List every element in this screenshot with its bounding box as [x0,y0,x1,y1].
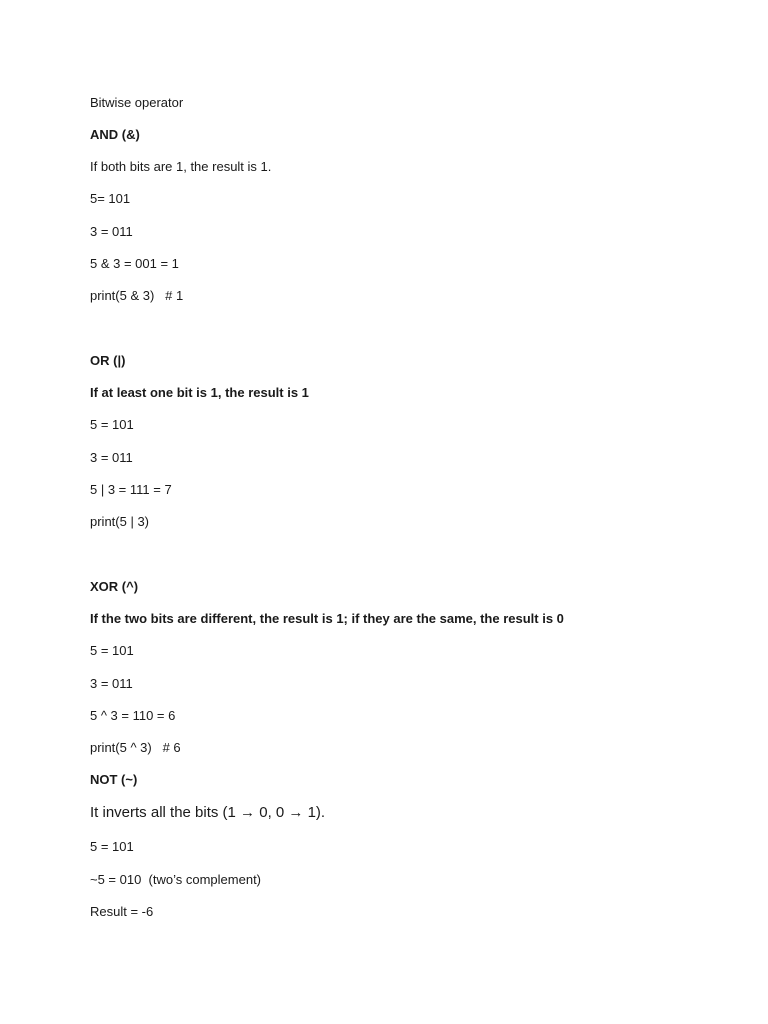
or-heading: OR (|) [90,353,126,368]
not-heading: NOT (~) [90,772,138,787]
xor-example-line-1: 5 = 101 [90,643,134,658]
not-example-line-2: ~5 = 010 (two’s complement) [90,872,262,887]
document-title: Bitwise operator [90,95,184,110]
xor-code-example: print(5 ^ 3) # 6 [90,740,181,755]
or-example-line-3: 5 | 3 = 111 = 7 [90,482,172,497]
xor-rule: If the two bits are different, the result is 1; if they are the same, the result is 0 [90,611,564,626]
or-example-line-2: 3 = 011 [90,450,133,465]
xor-example-line-3: 5 ^ 3 = 110 = 6 [90,708,176,723]
and-heading: AND (&) [90,127,140,142]
not-rule: It inverts all the bits (1 → 0, 0 → 1). [90,804,326,821]
and-rule: If both bits are 1, the result is 1. [90,159,272,174]
not-result-line: Result = -6 [90,904,154,919]
xor-heading: XOR (^) [90,579,139,594]
or-code-example: print(5 | 3) [90,514,150,529]
or-rule: If at least one bit is 1, the result is 1 [90,385,309,400]
and-example-line-2: 3 = 011 [90,224,133,239]
and-example-line-1: 5= 101 [90,191,131,206]
xor-example-line-2: 3 = 011 [90,676,133,691]
or-example-line-1: 5 = 101 [90,417,134,432]
and-example-line-3: 5 & 3 = 001 = 1 [90,256,179,271]
and-code-example: print(5 & 3) # 1 [90,288,184,303]
not-example-line-1: 5 = 101 [90,839,134,854]
